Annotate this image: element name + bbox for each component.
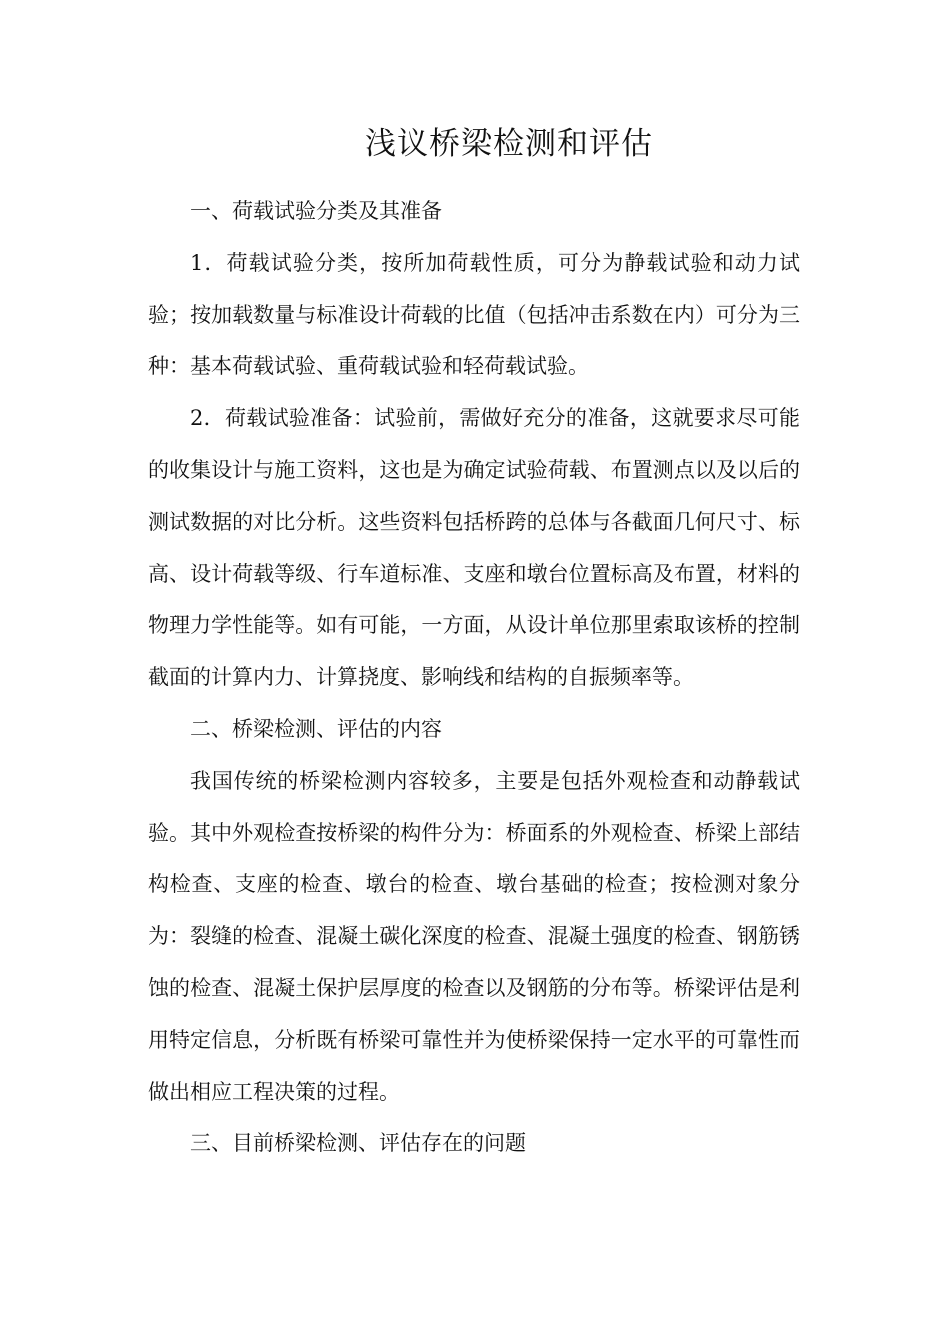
paragraph-load-test-preparation: 2．荷载试验准备：试验前，需做好充分的准备，这就要求尽可能的收集设计与施工资料，这也是为确定试验荷载、布置测点以及以后的测试数据的对比分析。这些资料包括桥跨的总体与各截面几何尺寸、标高、设计荷载等级、行车道标准、支座和墩台位置标高及布置，材料的物理力学性能等。如有可能，一方面，从设计单位那里索取该桥的控制截面的计算内力、计算挠度、影响线和结构的自振频率等。: [148, 406, 800, 690]
section-heading-2: 二、桥梁检测、评估的内容: [190, 716, 442, 741]
paragraph-inspection-content: 我国传统的桥梁检测内容较多，主要是包括外观检查和动静载试验。其中外观检查按桥梁的构件分为：桥面系的外观检查、桥梁上部结构检查、支座的检查、墩台的检查、墩台基础的检查；按检测对象分为：裂缝的检查、混凝土碳化深度的检查、混凝土强度的检查、钢筋锈蚀的检查、混凝土保护层厚度的检查以及钢筋的分布等。桥梁评估是利用特定信息，分析既有桥梁可靠性并为使桥梁保持一定水平的可靠性而做出相应工程决策的过程。: [148, 768, 800, 1104]
section-heading-1: 一、荷载试验分类及其准备: [190, 199, 442, 223]
paragraph-load-test-classification: 1．荷载试验分类，按所加荷载性质，可分为静载试验和动力试验；按加载数量与标准设计荷载的比值（包括冲击系数在内）可分为三种：基本荷载试验、重荷载试验和轻荷载试验。: [148, 250, 800, 379]
document-body: [148, 186, 800, 1170]
document-title: 浅议桥梁检测和评估: [365, 126, 653, 162]
section-heading-3: 三、目前桥梁检测、评估存在的问题: [190, 1131, 526, 1156]
